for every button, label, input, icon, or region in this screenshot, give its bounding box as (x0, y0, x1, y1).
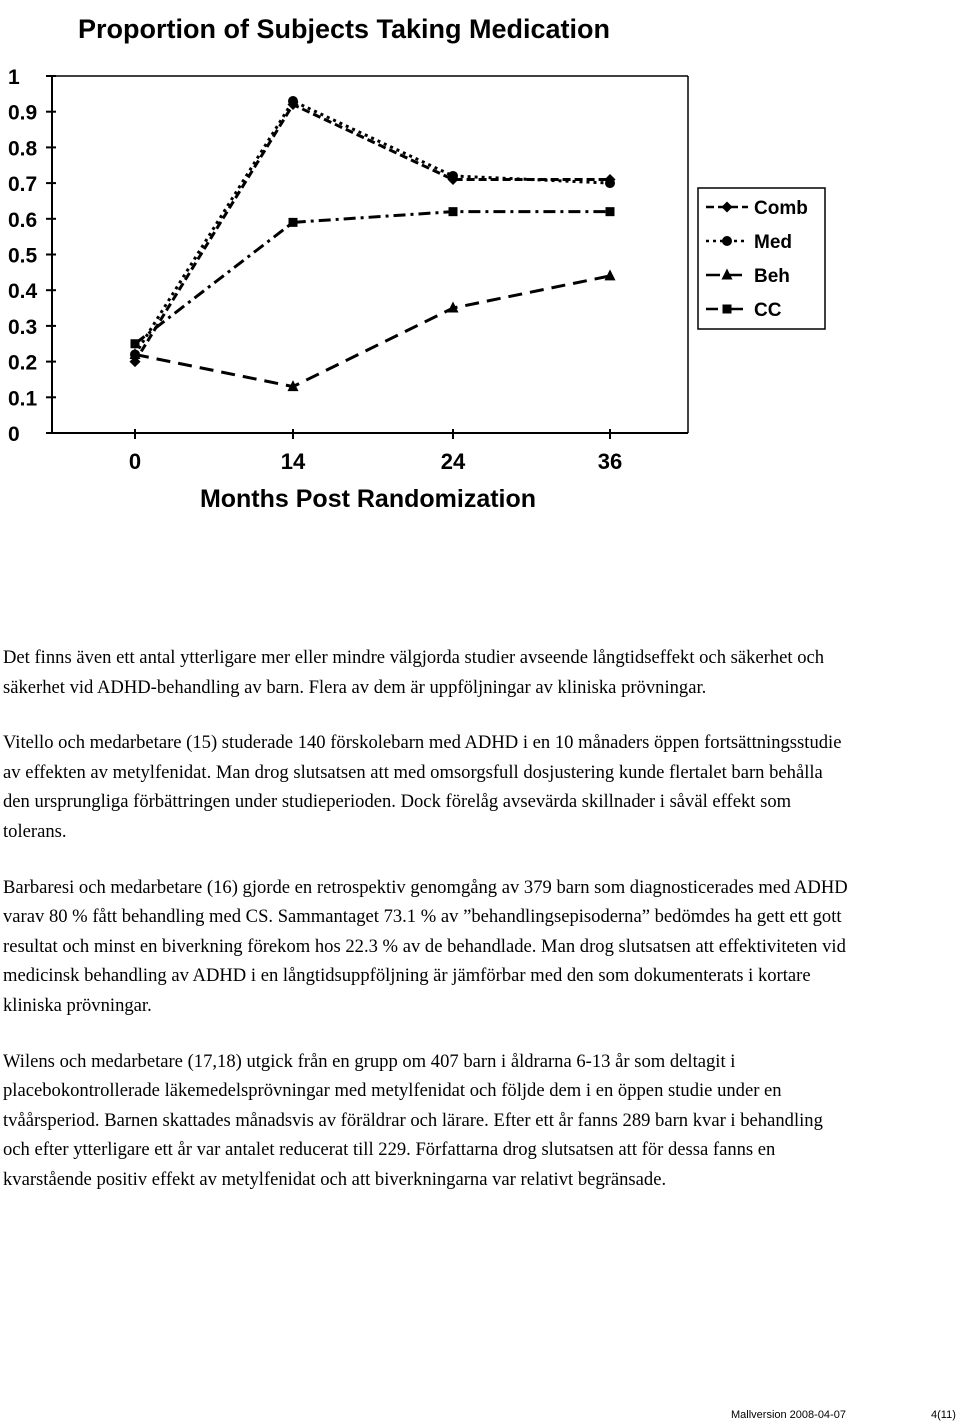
legend-item-comb (706, 198, 808, 219)
y-tick-label: 0.4 (8, 280, 38, 304)
y-tick-label: 0.1 (8, 387, 38, 411)
data-point-cc (449, 207, 458, 216)
legend-marker (722, 236, 732, 246)
x-tick-label: 36 (597, 449, 623, 474)
paragraph-vitello: Vitello och medarbetare (15) studerade 140 förskolebarn med ADHD i en 10 månaders öppen fortsättningsstudie av effekten av metylfenidat. Man drog slutsatsen att med omsorgsfull dosjustering kunde flertalet barn behålla den ursprungliga förbättringen under studieperioden. Dock förelåg avsevärda skillnader i såväl effekt som tolerans. (3, 732, 842, 842)
chart-title: Proportion of Subjects Taking Medication (78, 14, 611, 44)
legend-marker (722, 202, 733, 213)
legend-label: Comb (754, 198, 808, 219)
y-tick-label: 1 (8, 66, 20, 89)
series-line-med (135, 101, 610, 354)
paragraph-barbaresi: Barbaresi och medarbetare (16) gjorde en retrospektiv genomgång av 379 barn som diagnosticerades med ADHD varav 80 % fått behandling med CS. Sammantaget 73.1 % av ”behandlingsepisoderna” bedömdes ha gett ett gott resultat och minst en biverkning förekom hos 22.3 % av de behandlade. Man drog slutsatsen att effektiviteten vid medicinsk behandling av ADHD i en långtidsuppföljning är jämförbar med den som dokumenterats i kortare kliniska prövningar. (3, 876, 848, 1016)
chart-series (130, 96, 616, 391)
footer-version: Mallversion 2008-04-07 (731, 1409, 846, 1421)
data-point-beh (605, 269, 616, 280)
series-med (130, 96, 615, 359)
medication-chart (0, 0, 960, 540)
legend-item-med (706, 232, 792, 253)
y-tick-label: 0.3 (8, 315, 38, 339)
footer-page-number: 4(11) (931, 1409, 956, 1421)
series-beh (130, 269, 616, 391)
data-point-cc (131, 339, 140, 348)
series-line-beh (135, 276, 610, 387)
x-tick-label: 24 (440, 449, 466, 474)
legend-label: CC (754, 300, 782, 321)
y-tick-label: 0.7 (8, 173, 38, 197)
legend-item-beh (706, 266, 790, 287)
y-tick-label: 0.6 (8, 208, 38, 232)
chart-legend (698, 188, 825, 329)
data-point-cc (289, 218, 298, 227)
series-line-cc (135, 212, 610, 344)
data-point-med (605, 178, 615, 188)
y-tick-label: 0.5 (8, 244, 38, 268)
series-cc (131, 207, 615, 348)
body-text (3, 643, 853, 1195)
y-tick-label: 0 (8, 423, 20, 446)
x-tick-label: 14 (280, 449, 306, 474)
data-point-med (288, 96, 298, 106)
y-tick-label: 0.2 (8, 351, 38, 375)
data-point-cc (606, 207, 615, 216)
legend-marker (723, 305, 732, 314)
legend-label: Med (754, 232, 792, 253)
y-tick-label: 0.9 (8, 101, 38, 125)
series-line-comb (135, 105, 610, 362)
legend-label: Beh (754, 266, 790, 287)
x-axis-label: Months Post Randomization (199, 485, 537, 513)
paragraph-intro: Det finns även ett antal ytterligare mer eller mindre välgjorda studier avseende långtidseffekt och säkerhet och säkerhet vid ADHD-behandling av barn. Flera av dem är uppföljningar av kliniska prövningar. (3, 647, 825, 698)
x-tick-label: 0 (128, 449, 142, 474)
legend-item-cc (706, 300, 782, 321)
paragraph-wilens: Wilens och medarbetare (17,18) utgick från en grupp om 407 barn i åldrarna 6-13 år som deltagit i placebokontrollerade läkemedelsprövningar med metylfenidat och följde dem i en öppen studie under en tvåårsperiod. Barnen skattades månadsvis av föräldrar och lärare. Efter ett år fanns 289 barn kvar i behandling och efter ytterligare ett år var antalet reducerat till 229. Författarna drog slutsatsen att för dessa fanns en kvarstående positiv effekt av metylfenidat och att biverkningarna var relativt begränsade. (3, 1050, 823, 1190)
y-tick-label: 0.8 (8, 137, 38, 161)
data-point-med (448, 171, 458, 181)
